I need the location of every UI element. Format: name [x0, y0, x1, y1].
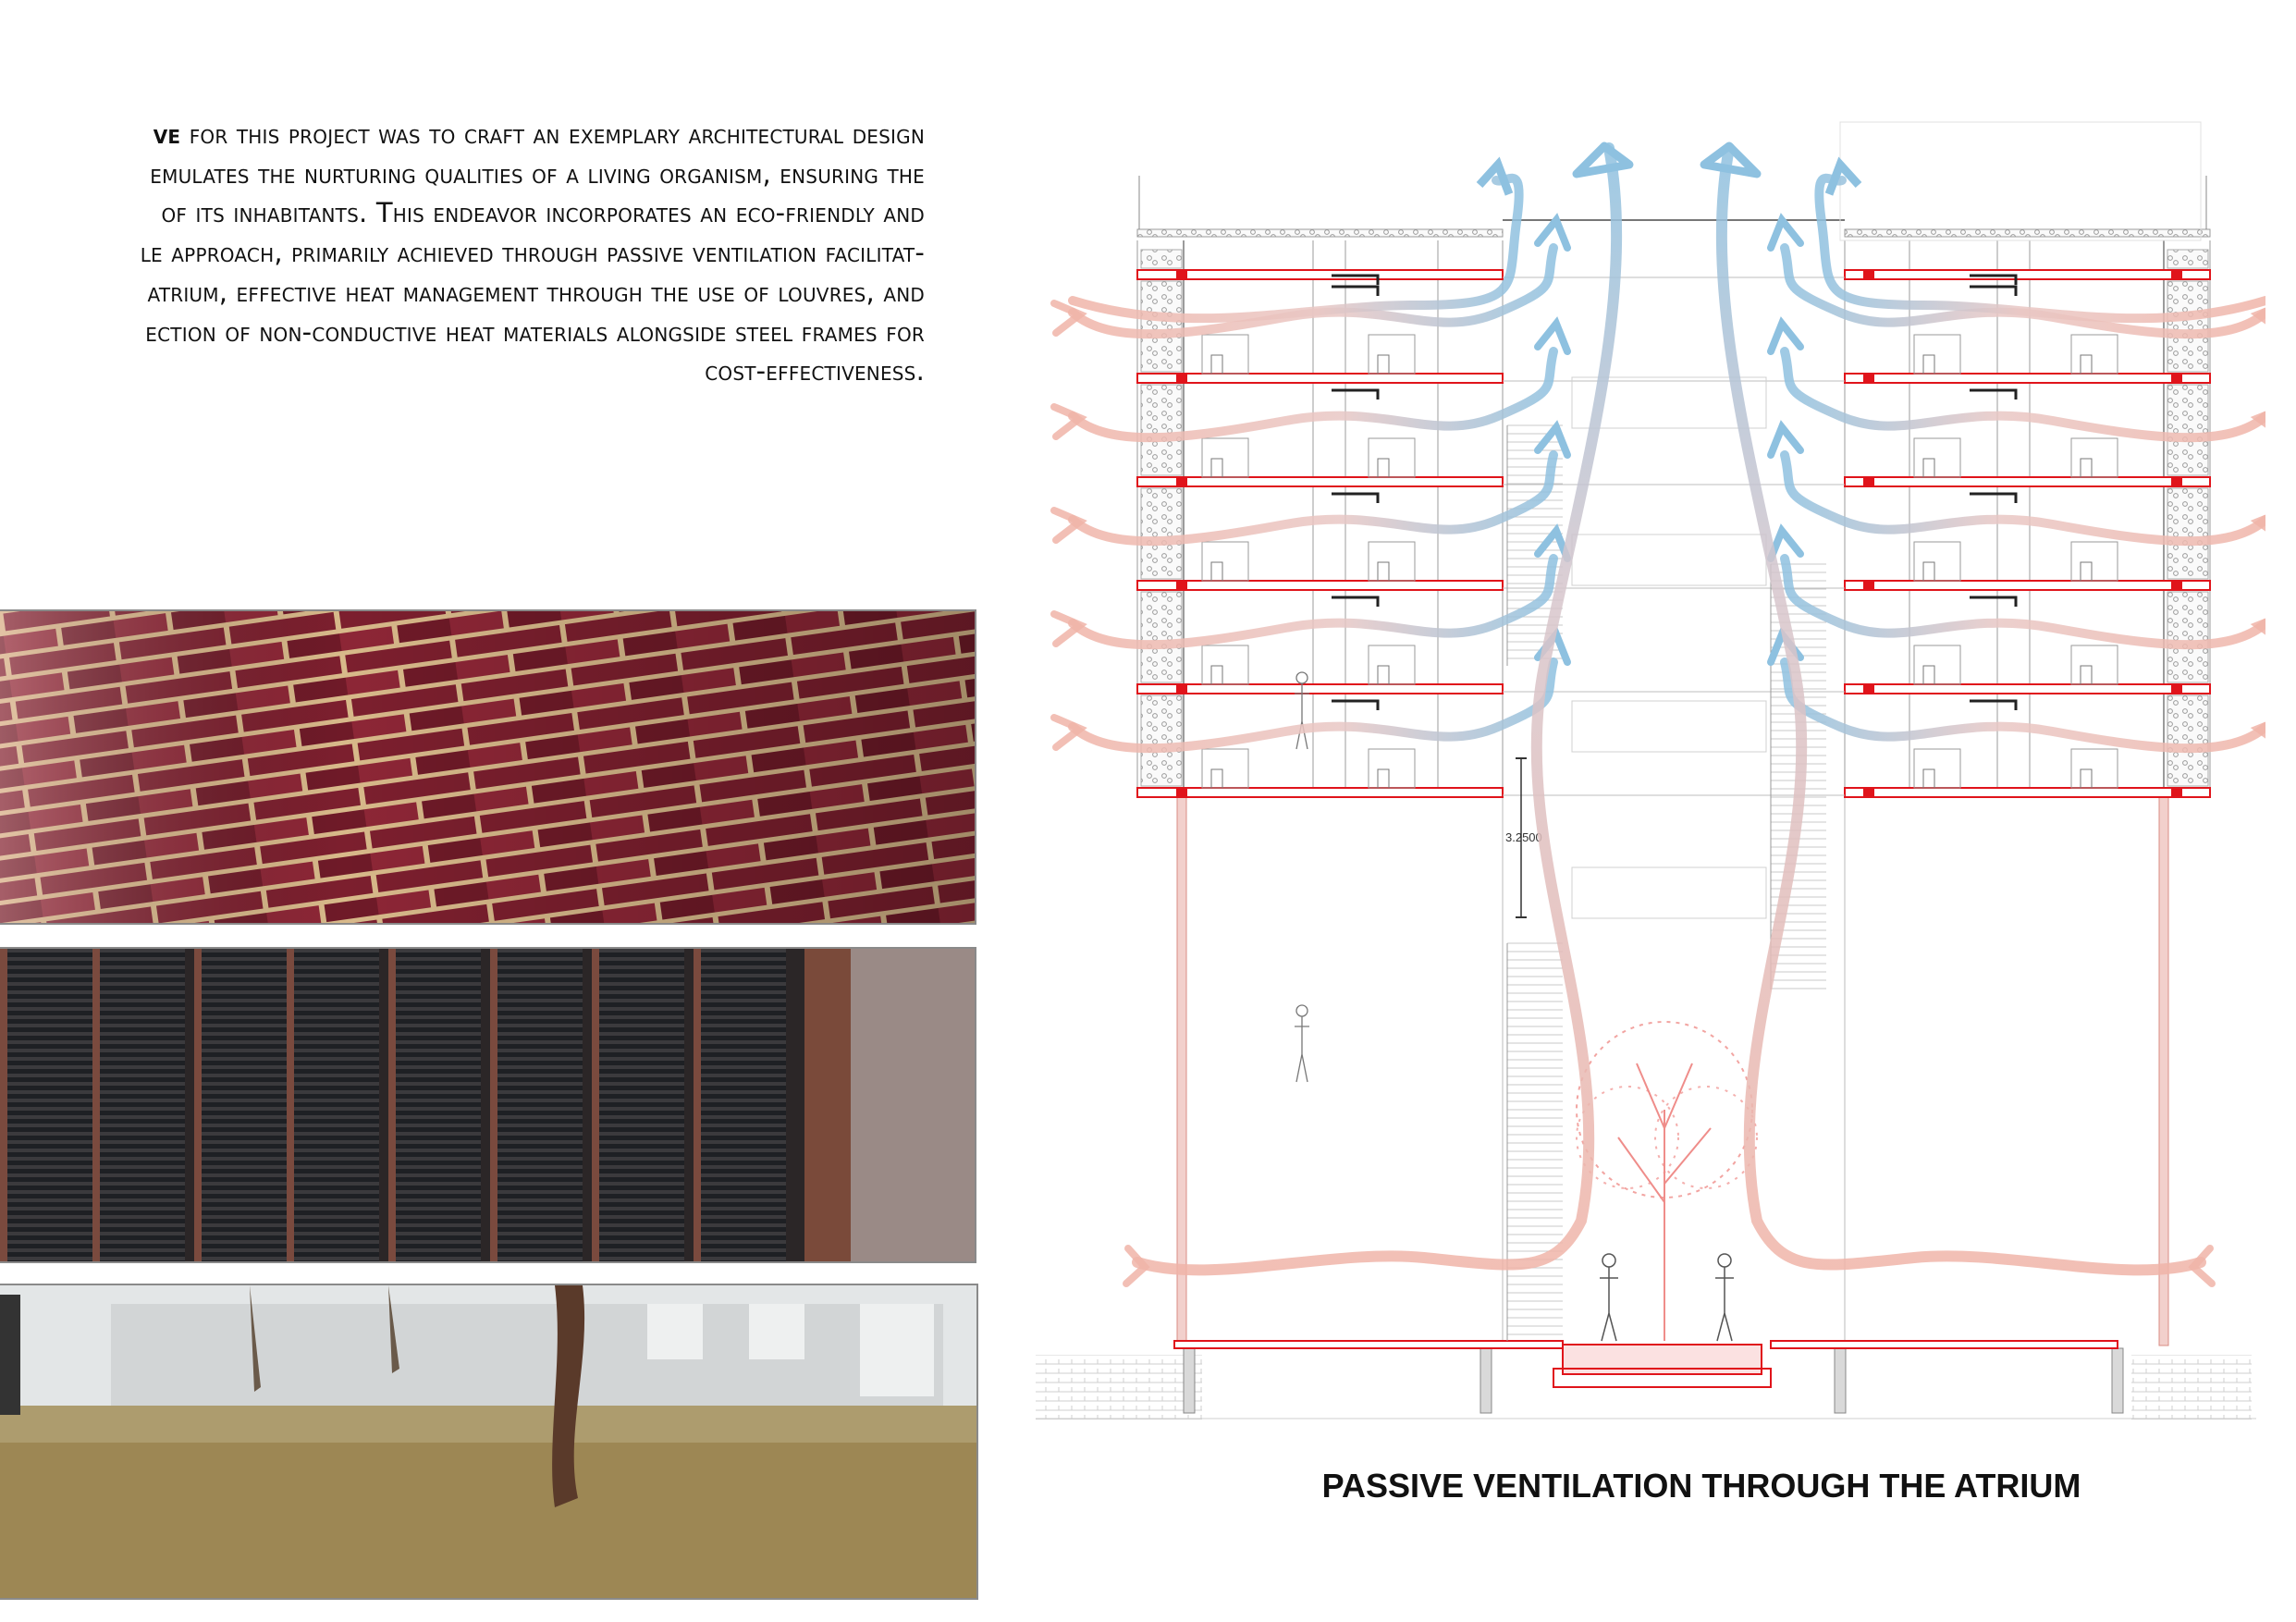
person-figure-floor1 — [1295, 1005, 1309, 1082]
chair — [1211, 355, 1222, 374]
louvre-frame — [592, 949, 599, 1261]
desk — [2071, 749, 2118, 788]
steel-beam — [1176, 374, 1187, 383]
desk — [1914, 749, 1960, 788]
airflow-arrows — [1054, 146, 2265, 1284]
floor-slab-right — [1845, 477, 2210, 486]
stack-arrowhead-left — [1577, 146, 1629, 174]
airflow-inlet-right — [2258, 718, 2265, 747]
airflow-inlet-right — [2258, 303, 2265, 333]
brick-wall-photo — [0, 609, 976, 925]
atrium-planter-base — [1563, 1345, 1762, 1374]
floor-slab-right — [1845, 374, 2210, 383]
floor-slab-left — [1137, 477, 1503, 486]
floor-slabs — [1137, 270, 2210, 1348]
louvre-panel — [599, 949, 684, 1261]
desk — [2071, 542, 2118, 581]
steel-beam — [1863, 477, 1874, 486]
light-fixture — [1970, 597, 2016, 607]
desk — [2071, 335, 2118, 374]
louvre-frame — [92, 949, 100, 1261]
atrium-tree — [1577, 1022, 1757, 1341]
foundation-pile — [1480, 1348, 1492, 1413]
steel-beam — [1863, 788, 1874, 797]
green-roof-right — [1845, 229, 2210, 237]
chair — [1923, 562, 1934, 581]
steel-beam — [1176, 477, 1187, 486]
green-wall-left — [1141, 488, 1182, 579]
green-wall-left — [1141, 592, 1182, 682]
desk — [1369, 645, 1415, 684]
green-wall-right — [2167, 695, 2208, 786]
desk — [1369, 749, 1415, 788]
floor-slab-left — [1137, 374, 1503, 383]
steel-beam — [2171, 581, 2182, 590]
chair — [1378, 769, 1389, 788]
louvre-panel — [497, 949, 583, 1261]
diagram-caption: PASSIVE VENTILATION THROUGH THE ATRIUM — [1321, 1467, 2081, 1505]
steel-beam — [2171, 477, 2182, 486]
desk — [1369, 438, 1415, 477]
louvre-panel — [396, 949, 481, 1261]
chair — [1211, 769, 1222, 788]
intro-line-5: atrium, effective heat management through the use of louvres, and — [147, 276, 925, 308]
light-fixture — [1332, 287, 1378, 296]
atrium-stairs — [1507, 377, 1826, 1341]
steel-beam — [2171, 374, 2182, 383]
intro-line-3: of its inhabitants. This endeavor incorporates an eco-friendly and — [161, 197, 925, 229]
chair — [2081, 562, 2092, 581]
light-fixture — [1332, 597, 1378, 607]
airflow-inlet-left — [1054, 718, 1080, 747]
intro-lead-word: ve — [153, 118, 181, 150]
desk — [2071, 438, 2118, 477]
desk — [1202, 542, 1248, 581]
green-wall-right — [2167, 488, 2208, 579]
intro-paragraph — [0, 115, 925, 391]
intro-line-1-text: for this project was to craft an exemplary architectural design — [189, 118, 925, 150]
chair — [1211, 459, 1222, 477]
desk — [1914, 645, 1960, 684]
foundation-pile — [1835, 1348, 1846, 1413]
chair — [1923, 459, 1934, 477]
steel-beam — [1176, 581, 1187, 590]
person-figure-ground-right — [1715, 1254, 1734, 1341]
airflow-inlet-left — [1054, 303, 1080, 333]
chair — [1211, 562, 1222, 581]
steel-beam — [1176, 684, 1187, 694]
green-roof-left — [1137, 229, 1503, 237]
louvres-facade-photo — [0, 947, 976, 1263]
light-fixture — [1970, 390, 2016, 399]
ground-column — [1177, 797, 1186, 1346]
brick-pattern — [0, 611, 975, 923]
floor-slab-right — [1845, 270, 2210, 279]
desk — [1369, 335, 1415, 374]
atrium-glazing — [1572, 867, 1766, 918]
green-wall-left — [1141, 385, 1182, 475]
floor-slab-right — [1845, 581, 2210, 590]
chair — [1923, 769, 1934, 788]
intro-line-2: emulates the nurturing qualities of a living organism, ensuring the — [150, 157, 925, 190]
airflow-inlet-left — [1054, 614, 1080, 644]
ground-hatch-right — [2131, 1355, 2252, 1419]
atrium-glazing — [1572, 701, 1766, 752]
green-wall-right — [2167, 592, 2208, 682]
atrium-glazing — [1572, 535, 1766, 585]
green-wall-left — [1141, 695, 1182, 786]
steel-beam — [1863, 270, 1874, 279]
light-fixture — [1332, 390, 1378, 399]
steel-beam — [1863, 684, 1874, 694]
intro-line-4: le approach, primarily achieved through passive ventilation facilitat- — [140, 237, 925, 269]
steel-beam — [2171, 788, 2182, 797]
louvre-panel — [294, 949, 379, 1261]
airflow-inlet-left — [1054, 407, 1080, 436]
intro-line-7: cost-effectiveness. — [705, 355, 925, 387]
foundation-pile — [2112, 1348, 2123, 1413]
airflow-inlet-left — [1054, 510, 1080, 540]
chair — [1923, 355, 1934, 374]
louvre-panel — [7, 949, 92, 1261]
louvre-frame — [287, 949, 294, 1261]
chair — [2081, 459, 2092, 477]
green-wall-left — [1141, 281, 1182, 372]
section-diagram — [1026, 111, 2265, 1433]
louvre-panel — [100, 949, 185, 1261]
steel-beam — [1176, 788, 1187, 797]
park-landscape-photo — [0, 1284, 978, 1600]
dimension-label: 3.2500 — [1505, 830, 1542, 844]
desk — [1202, 645, 1248, 684]
green-wall-top-right — [2167, 250, 2208, 268]
chair — [2081, 355, 2092, 374]
chair — [1211, 666, 1222, 684]
floor-slab-left — [1137, 684, 1503, 694]
louvre-frame — [0, 949, 7, 1261]
chair — [1378, 355, 1389, 374]
desk — [1202, 438, 1248, 477]
chair — [2081, 769, 2092, 788]
chair — [2081, 666, 2092, 684]
light-fixture — [1332, 494, 1378, 503]
louvre-frame — [388, 949, 396, 1261]
floor-slab-left — [1137, 788, 1503, 797]
louvre-frame — [194, 949, 202, 1261]
room-furniture — [1202, 276, 2118, 788]
louvres-pattern — [0, 949, 975, 1261]
green-wall-right — [2167, 385, 2208, 475]
light-fixture — [1332, 701, 1378, 710]
desk — [1914, 542, 1960, 581]
airflow-inlet-right — [2258, 614, 2265, 644]
steel-beam — [1863, 581, 1874, 590]
light-fixture — [1970, 287, 2016, 296]
intro-line-6: ection of non-conductive heat materials alongside steel frames for — [145, 315, 925, 348]
floor-slab-left — [1137, 270, 1503, 279]
airflow-inlet-right — [2258, 510, 2265, 540]
floor-slab-right — [1845, 684, 2210, 694]
steel-beam — [2171, 684, 2182, 694]
foundation-pile — [1184, 1348, 1195, 1413]
green-wall-top-left — [1141, 250, 1182, 268]
louvre-panel — [202, 949, 287, 1261]
floor-slab-left — [1137, 581, 1503, 590]
desk — [1914, 438, 1960, 477]
floor-slab-right — [1845, 788, 2210, 797]
desk — [1914, 335, 1960, 374]
ground-hatch-left — [1036, 1355, 1202, 1419]
louvre-frame — [490, 949, 497, 1261]
chair — [1378, 562, 1389, 581]
green-wall-right — [2167, 281, 2208, 372]
chair — [1923, 666, 1934, 684]
louvre-panel — [701, 949, 786, 1261]
park-scene — [0, 1285, 976, 1598]
intro-line-1 — [0, 115, 925, 154]
light-fixture — [1970, 494, 2016, 503]
roof-structure-right — [1840, 122, 2201, 240]
steel-beam — [2171, 270, 2182, 279]
chair — [1378, 666, 1389, 684]
person-figure-ground-left — [1600, 1254, 1618, 1341]
chair — [1378, 459, 1389, 477]
desk — [1202, 749, 1248, 788]
steel-beam — [1863, 374, 1874, 383]
desk — [2071, 645, 2118, 684]
ground-slab-right — [1771, 1341, 2118, 1348]
airflow-inlet-right — [2258, 407, 2265, 436]
desk — [1369, 542, 1415, 581]
ground-slab-left — [1174, 1341, 1563, 1348]
desk — [1202, 335, 1248, 374]
louvre-frame — [694, 949, 701, 1261]
light-fixture — [1970, 701, 2016, 710]
steel-beam — [1176, 270, 1187, 279]
